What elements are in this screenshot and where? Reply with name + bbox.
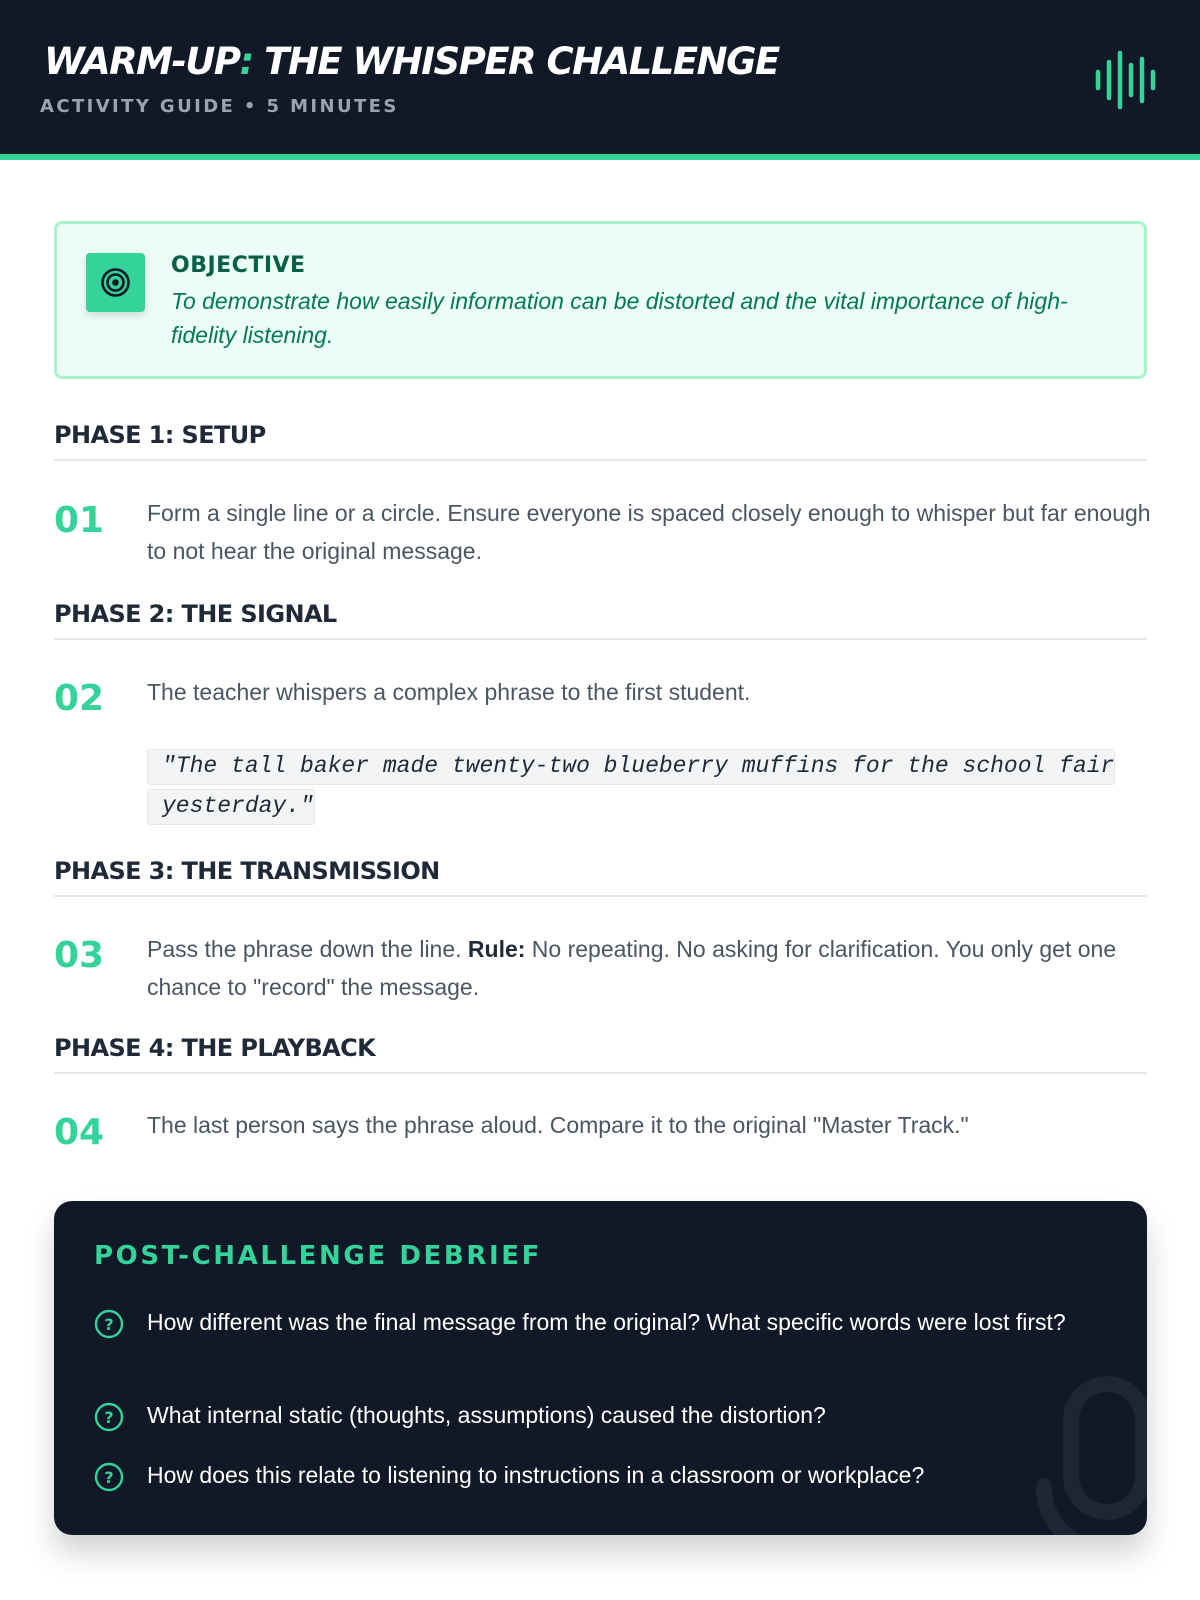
phase-4-heading: PHASE 4: THE PLAYBACK	[54, 1034, 1147, 1074]
svg-text:?: ?	[104, 1468, 114, 1487]
question-circle-icon	[94, 1309, 124, 1339]
step-number-04: 04	[54, 1112, 105, 1153]
page-title	[44, 42, 779, 83]
question-circle-icon	[94, 1462, 124, 1492]
objective-label: OBJECTIVE	[171, 253, 306, 278]
svg-text:?: ?	[104, 1408, 114, 1427]
phase-3-heading: PHASE 3: THE TRANSMISSION	[54, 857, 1147, 897]
objective-card	[54, 221, 1147, 379]
sample-phrase-text: "The tall baker made twenty-two blueberry muffins for the school fair yesterday."	[147, 749, 1115, 825]
step-3-text-after: No repeating. No asking for clarification. You only get one chance to "record" the message.	[147, 936, 1117, 1000]
debrief-title: POST-CHALLENGE DEBRIEF	[94, 1241, 542, 1271]
objective-text: To demonstrate how easily information can be distorted and the vital importance of high-fidelity listening.	[171, 288, 1068, 348]
step-number-03: 03	[54, 935, 105, 976]
header-banner	[0, 0, 1200, 160]
step-1-text: Form a single line or a circle. Ensure everyone is spaced closely enough to whisper but far enough to not hear the original message.	[147, 500, 1151, 564]
target-icon	[86, 253, 145, 312]
step-2-text: The teacher whispers a complex phrase to the first student.	[147, 679, 751, 705]
svg-text:?: ?	[104, 1315, 114, 1334]
debrief-question-1: How different was the final message from the original? What specific words were lost first?	[147, 1309, 1066, 1335]
step-number-01: 01	[54, 500, 105, 541]
debrief-card	[54, 1201, 1147, 1535]
question-circle-icon	[94, 1402, 124, 1432]
sample-phrase	[147, 746, 1132, 826]
step-3-text	[147, 930, 1157, 1006]
debrief-question-3: How does this relate to listening to instructions in a classroom or workplace?	[147, 1462, 925, 1488]
debrief-question-2: What internal static (thoughts, assumptions) caused the distortion?	[147, 1402, 826, 1428]
sound-wave-icon	[1094, 50, 1160, 110]
title-colon: :	[239, 40, 253, 83]
microphone-icon	[1022, 1371, 1147, 1535]
phase-2-heading: PHASE 2: THE SIGNAL	[54, 600, 1147, 640]
step-4-text: The last person says the phrase aloud. Compare it to the original "Master Track."	[147, 1112, 969, 1138]
step-3-text-before: Pass the phrase down the line.	[147, 936, 468, 962]
title-main: WARM-UP	[44, 40, 240, 83]
step-number-02: 02	[54, 678, 105, 719]
page-subtitle: ACTIVITY GUIDE • 5 MINUTES	[40, 96, 399, 117]
phase-1-heading: PHASE 1: SETUP	[54, 421, 1147, 461]
rule-label: Rule:	[467, 936, 526, 962]
title-rest: THE WHISPER CHALLENGE	[252, 40, 779, 83]
